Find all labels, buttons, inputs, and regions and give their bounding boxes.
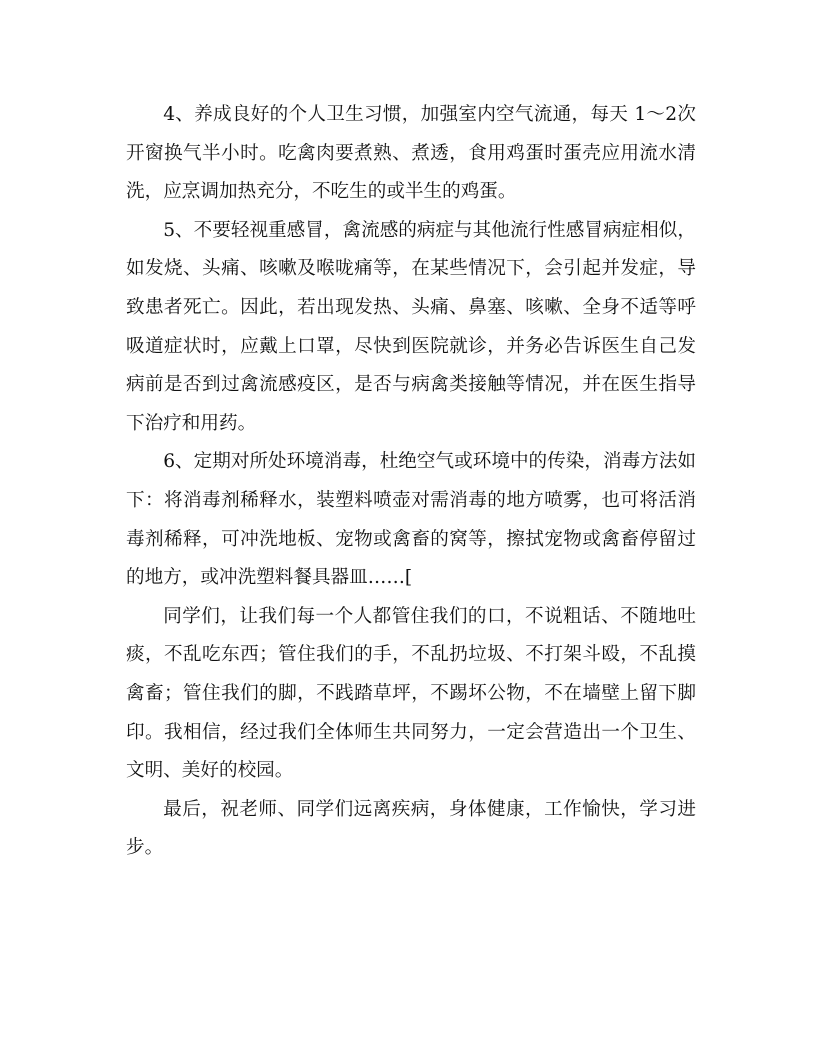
paragraph-disinfection: 6、定期对所处环境消毒，杜绝空气或环境中的传染，消毒方法如下：将消毒剂稀释水，装塑料喷壶对需消毒的地方喷雾，也可将活消毒剂稀释，可冲洗地板、宠物或禽畜的窝等，擦拭宠物或禽畜停留过的地方，或冲洗塑料餐具器皿……[ (126, 451, 696, 589)
paragraph-call-to-students: 同学们，让我们每一个人都管住我们的口，不说粗话、不随地吐痰，不乱吃东西；管住我们的手，不乱扔垃圾、不打架斗殴，不乱摸禽畜；管住我们的脚，不践踏草坪，不踢坏公物，不在墙壁上留下脚印。我相信，经过我们全体师生共同努力，一定会营造出一个卫生、文明、美好的校园。 (126, 605, 696, 782)
document-body (126, 96, 696, 868)
paragraph-hygiene-habits: 4、养成良好的个人卫生习惯，加强室内空气流通，每天 1～2次开窗换气半小时。吃禽肉要煮熟、煮透，食用鸡蛋时蛋壳应用流水清洗，应烹调加热充分，不吃生的或半生的鸡蛋。 (126, 104, 696, 203)
paragraph-closing-wishes: 最后，祝老师、同学们远离疾病，身体健康，工作愉快，学习进步。 (126, 798, 696, 859)
paragraph-flu-warning: 5、不要轻视重感冒，禽流感的病症与其他流行性感冒病症相似，如发烧、头痛、咳嗽及喉咙痛等，在某些情况下，会引起并发症，导致患者死亡。因此，若出现发热、头痛、鼻塞、咳嗽、全身不适等呼吸道症状时，应戴上口罩，尽快到医院就诊，并务必告诉医生自己发病前是否到过禽流感疫区，是否与病禽类接触等情况，并在医生指导下治疗和用药。 (126, 219, 696, 434)
